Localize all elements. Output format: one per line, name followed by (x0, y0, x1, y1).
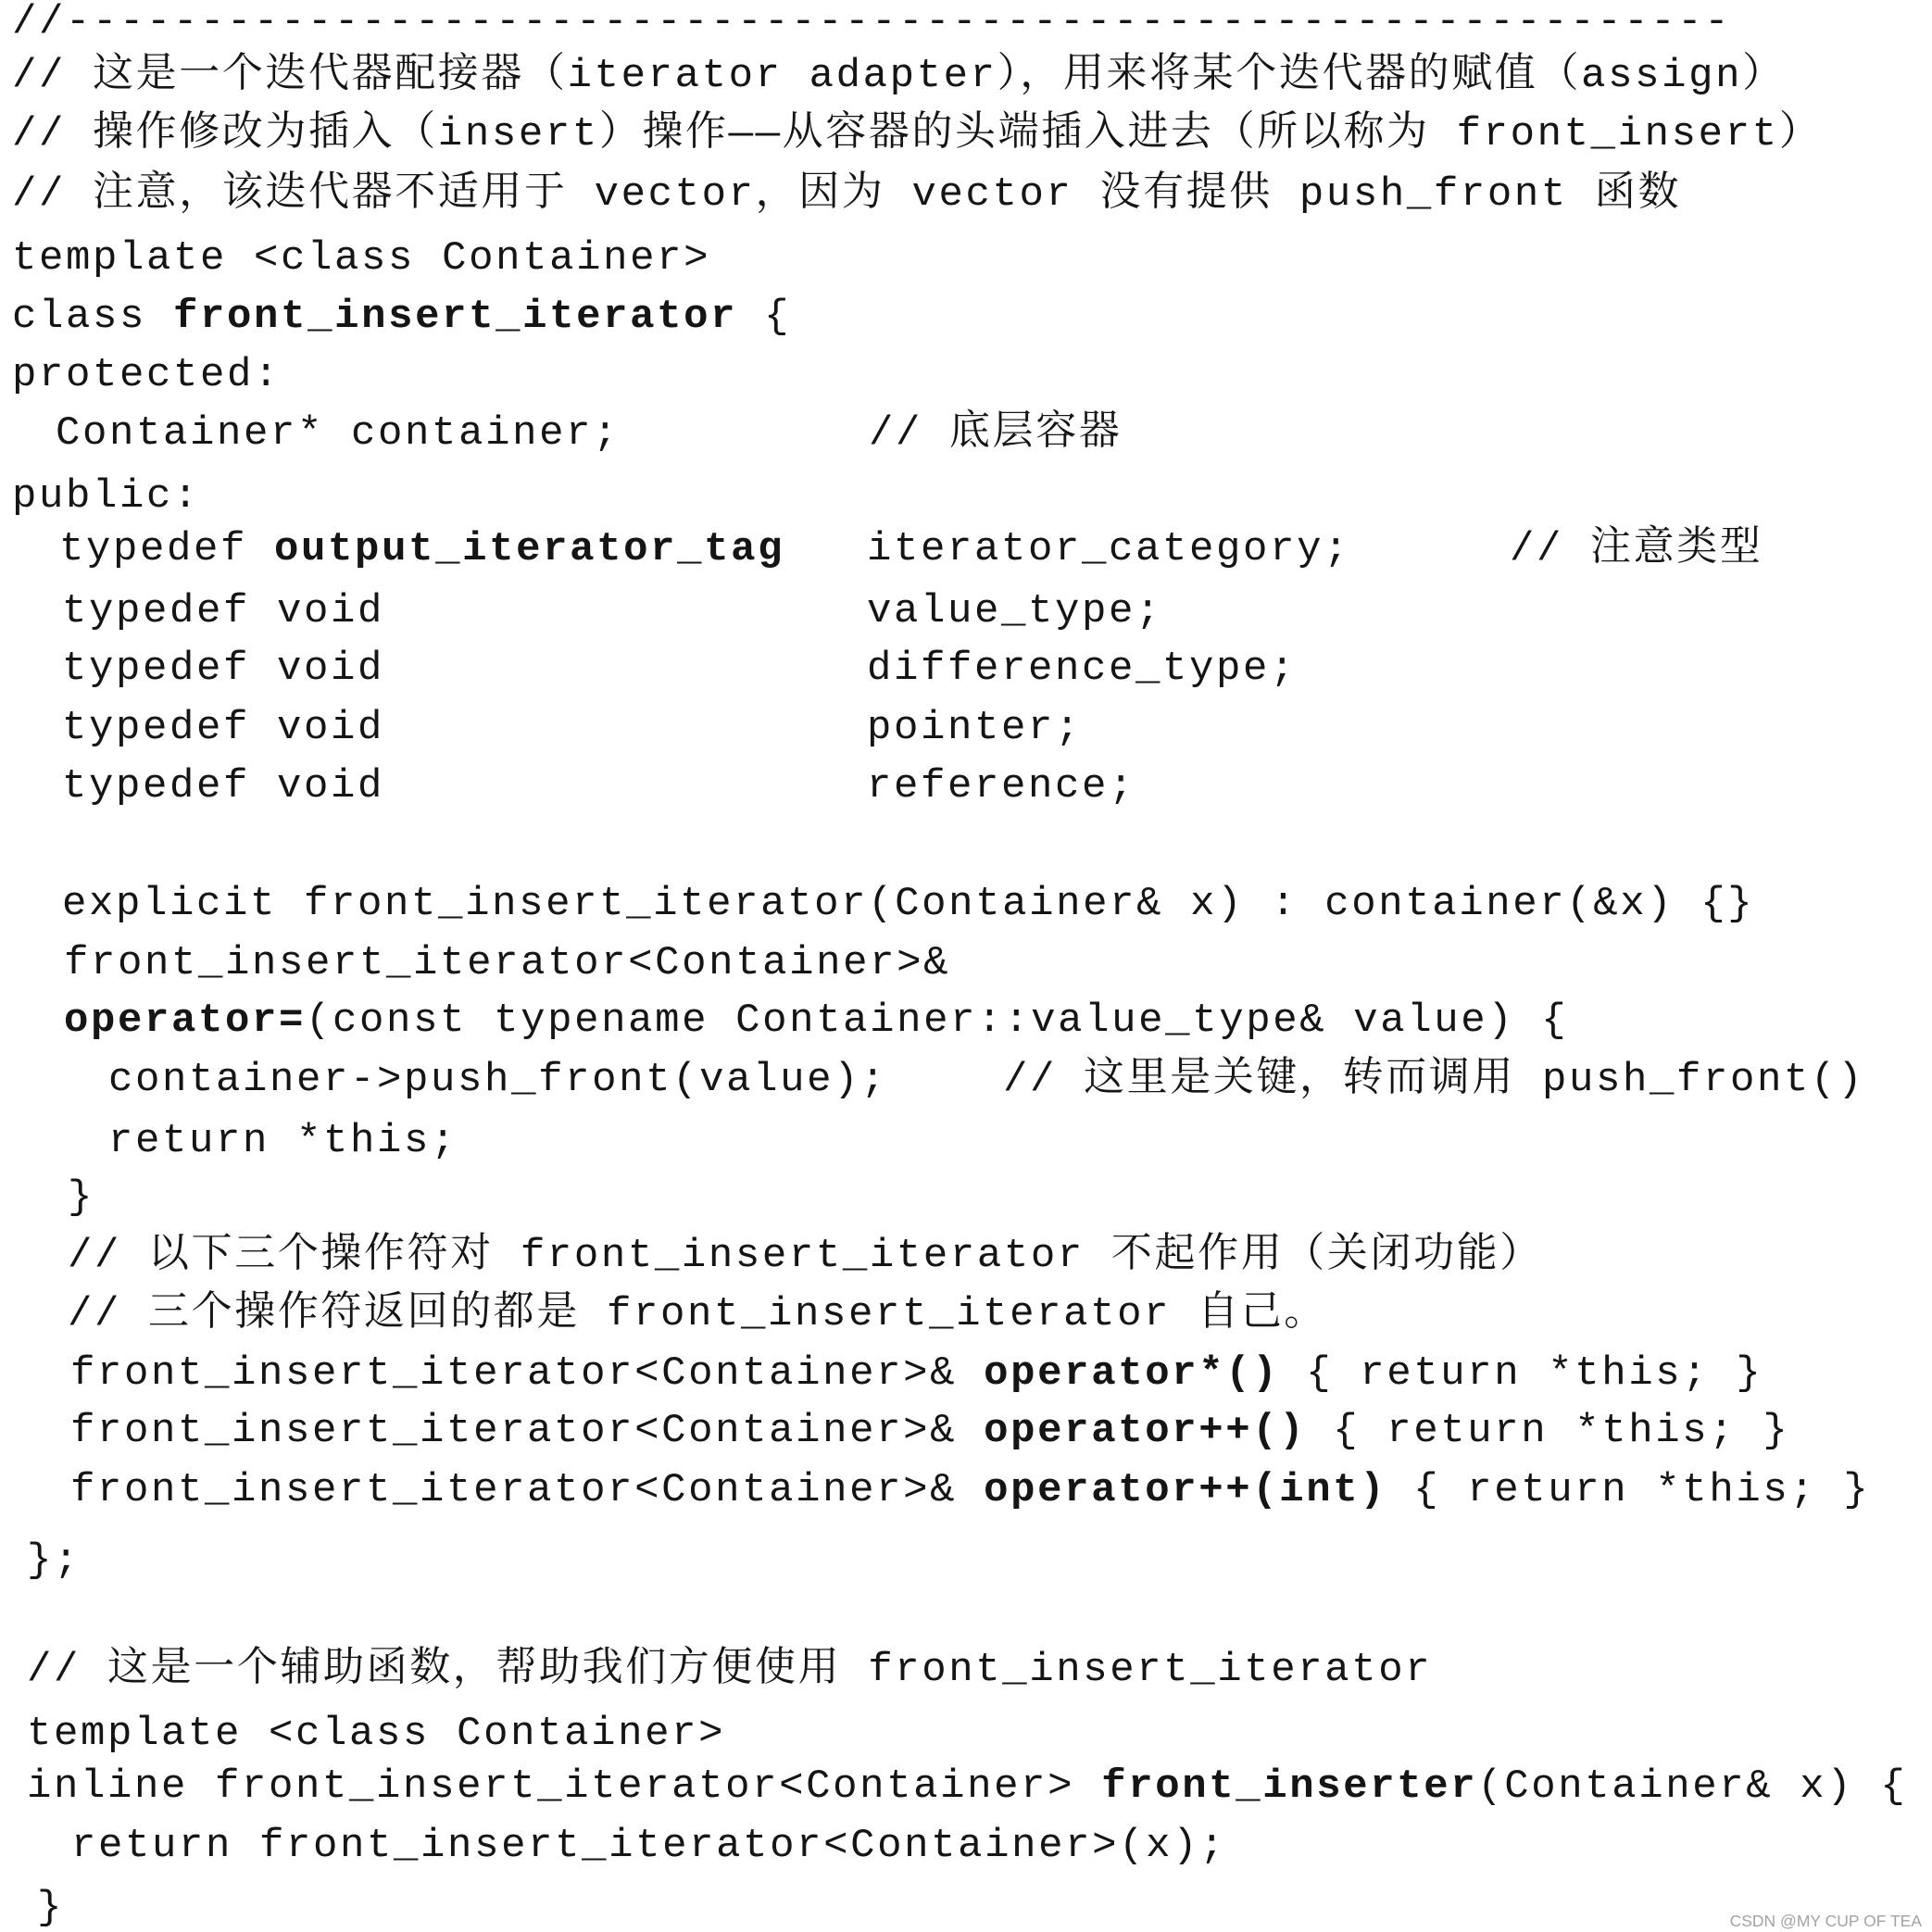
helper-signature-prefix: inline front_insert_iterator<Container> (27, 1763, 1075, 1810)
assign-signature-line (0, 998, 1932, 1043)
helper-template-line (0, 1712, 1932, 1756)
template-declaration-line (0, 236, 1932, 281)
protected-label: protected: (12, 352, 282, 398)
assign-return-statement: return *this; (108, 1118, 458, 1164)
class-declaration (12, 295, 791, 339)
intro-comment-vector-note: // 注意，该迭代器不适用于 vector，因为 vector 没有提供 push_front 函数 (12, 171, 1682, 218)
assign-close-brace: } (68, 1174, 95, 1221)
typedef-line (0, 764, 1932, 809)
noop-comment-line (0, 1234, 1932, 1278)
typedef-keyword: typedef (62, 705, 251, 751)
member-line (0, 411, 1932, 456)
typedef-keyword: typedef (62, 588, 251, 634)
noop-operator-body: { return *this; } (1413, 1467, 1871, 1513)
typedef-declaration (62, 764, 384, 809)
typedef-keyword: typedef (62, 763, 251, 809)
intro-comment-line (0, 112, 1932, 157)
noop-operator-body: { return *this; } (1333, 1408, 1790, 1454)
noop-operator-deref (70, 1351, 1763, 1396)
assign-return-type: front_insert_iterator<Container>& (64, 940, 951, 986)
typedef-line (0, 527, 1932, 571)
helper-params: (Container& x) { (1477, 1763, 1908, 1810)
noop-operator-name: operator*() (984, 1350, 1280, 1397)
noop-return-type: front_insert_iterator<Container>& (70, 1467, 958, 1513)
noop-comment-returns-self: // 三个操作符返回的都是 front_insert_iterator 自己。 (68, 1291, 1327, 1337)
typedef-name: iterator_category; (867, 526, 1351, 572)
noop-operator-line (0, 1409, 1932, 1453)
helper-signature-line (0, 1764, 1932, 1809)
typedef-declaration (62, 706, 384, 750)
class-declaration-line (0, 295, 1932, 339)
typedef-type: output_iterator_tag (274, 526, 785, 572)
intro-comment-line (0, 172, 1932, 217)
typedef-keyword: typedef (62, 646, 251, 692)
push-front-line (0, 1058, 1932, 1102)
noop-operator-name: operator++() (984, 1408, 1307, 1454)
helper-return-statement: return front_insert_iterator<Container>(x); (71, 1823, 1227, 1869)
noop-comment-disabled: // 以下三个操作符对 front_insert_iterator 不起作用（关闭功能） (68, 1233, 1543, 1279)
helper-signature (27, 1764, 1907, 1809)
class-open-brace: { (764, 294, 792, 340)
helper-close-brace: } (37, 1885, 65, 1931)
noop-operator-preincrement (70, 1409, 1789, 1453)
typedef-line (0, 706, 1932, 750)
noop-return-type: front_insert_iterator<Container>& (70, 1350, 958, 1397)
noop-operator-line (0, 1468, 1932, 1512)
typedef-declaration (62, 589, 384, 634)
typedef-keyword: typedef (59, 526, 248, 572)
intro-comment-adapter: // 这是一个迭代器配接器（iterator adapter），用来将某个迭代器的赋值（assign） (12, 53, 1786, 99)
public-line (0, 474, 1932, 519)
typedef-name: difference_type; (867, 646, 1298, 692)
typedef-line (0, 589, 1932, 634)
typedef-comment: // 注意类型 (1510, 526, 1763, 572)
typedef-line (0, 646, 1932, 691)
separator-line (0, 0, 1932, 44)
class-name: front_insert_iterator (173, 294, 738, 340)
helper-return-line (0, 1824, 1932, 1868)
push-front-statement: container->push_front(value); (108, 1057, 888, 1103)
helper-close-line (0, 1886, 1932, 1930)
class-close-brace: }; (27, 1537, 82, 1584)
member-declaration: Container* container; (56, 410, 621, 457)
intro-comment-line (0, 54, 1932, 98)
intro-comment-insert: // 操作修改为插入（insert）操作——从容器的头端插入进去（所以称为 front_insert） (12, 111, 1823, 157)
constructor-line (0, 882, 1932, 926)
helper-template-declaration: template <class Container> (27, 1711, 726, 1757)
noop-return-type: front_insert_iterator<Container>& (70, 1408, 958, 1454)
typedef-declaration (62, 646, 384, 691)
typedef-name: value_type; (867, 588, 1163, 634)
noop-comment-line (0, 1292, 1932, 1336)
typedef-name: reference; (867, 763, 1136, 809)
public-label: public: (12, 473, 201, 520)
template-declaration: template <class Container> (12, 235, 711, 282)
assign-operator-name: operator= (64, 997, 307, 1044)
separator-comment: //-------------------------------------------------------------- (12, 0, 1732, 45)
class-keyword: class (12, 294, 147, 340)
noop-operator-name: operator++(int) (984, 1467, 1387, 1513)
typedef-declaration (59, 527, 784, 571)
assign-operator-params: (const typename Container::value_type& value) { (306, 997, 1569, 1044)
assign-return-line (0, 1119, 1932, 1163)
typedef-name: pointer; (867, 705, 1083, 751)
helper-comment-line (0, 1648, 1932, 1692)
class-close-line (0, 1538, 1932, 1583)
helper-function-name: front_inserter (1101, 1763, 1478, 1810)
noop-operator-postincrement (70, 1468, 1870, 1512)
csdn-watermark: CSDN @MY CUP OF TEA (1729, 1912, 1922, 1930)
noop-operator-body: { return *this; } (1306, 1350, 1763, 1397)
typedef-type: void (277, 763, 385, 809)
push-front-comment: // 这里是关键，转而调用 push_front() (1003, 1057, 1865, 1103)
assign-return-type-line (0, 941, 1932, 985)
typedef-type: void (277, 588, 385, 634)
constructor-declaration: explicit front_insert_iterator(Container& x) : container(&x) {} (62, 881, 1755, 927)
typedef-type: void (277, 646, 385, 692)
assign-close-line (0, 1175, 1932, 1220)
member-comment: // 底层容器 (869, 410, 1123, 457)
assign-signature (64, 998, 1568, 1043)
protected-line (0, 353, 1932, 397)
helper-comment: // 这是一个辅助函数，帮助我们方便使用 front_insert_iterator (27, 1647, 1433, 1693)
noop-operator-line (0, 1351, 1932, 1396)
typedef-type: void (277, 705, 385, 751)
